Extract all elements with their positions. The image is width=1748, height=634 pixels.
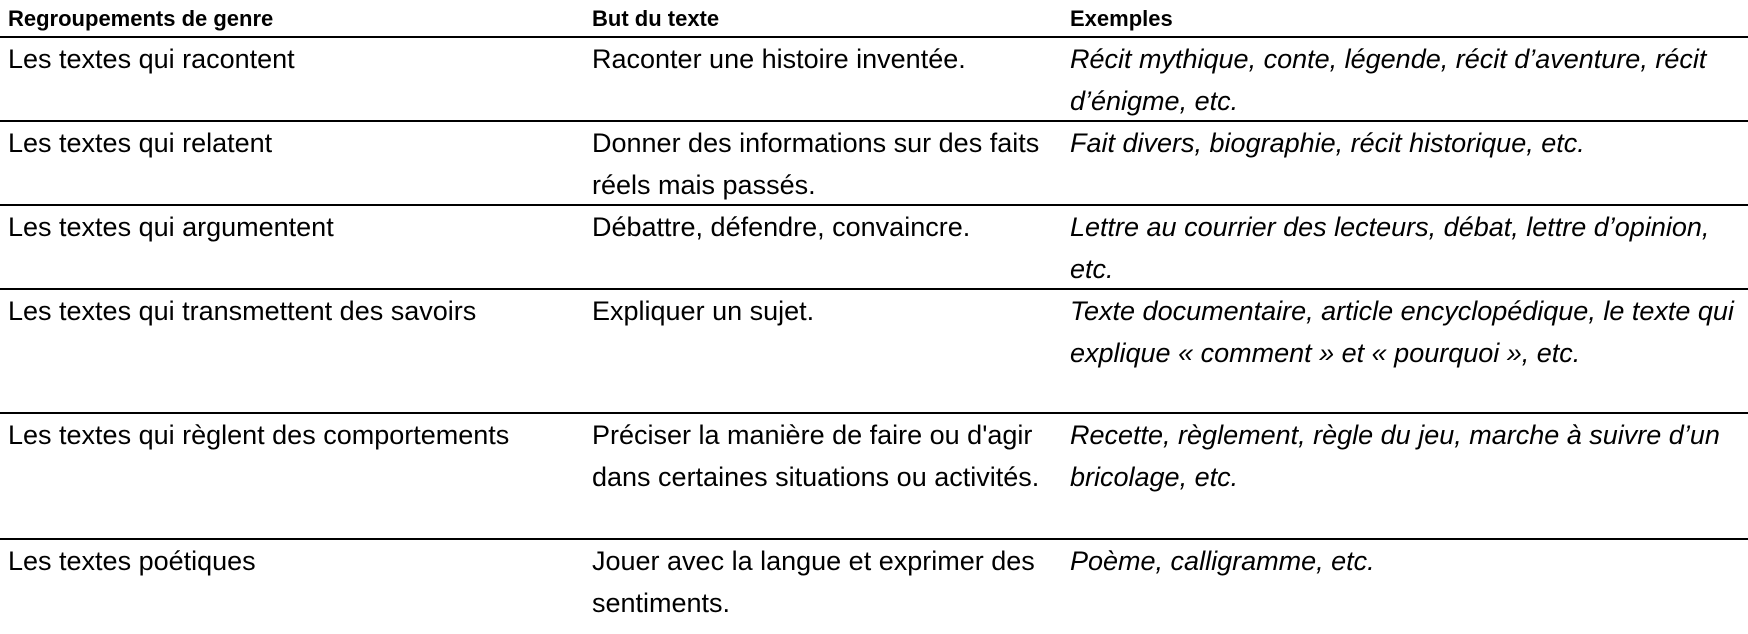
genre-cell: Les textes qui règlent des comportements [8,420,510,450]
table-row [0,414,1748,540]
purpose-cell: Expliquer un sujet. [592,296,815,326]
purpose-cell: Raconter une histoire inventée. [592,44,966,74]
genre-cell: Les textes qui racontent [8,44,295,74]
table-header-row [0,0,1748,38]
table-row [0,540,1748,632]
table-row [0,122,1748,206]
examples-cell: Texte documentaire, article encyclopédique, le texte qui explique « comment » et « pourquoi », etc. [1070,296,1734,368]
header-genre: Regroupements de genre [8,6,274,31]
table-row [0,290,1748,414]
table-row [0,206,1748,290]
purpose-cell: Débattre, défendre, convaincre. [592,212,971,242]
purpose-cell: Donner des informations sur des faits réels mais passés. [592,128,1040,200]
genre-cell: Les textes qui relatent [8,128,273,158]
genre-cell: Les textes poétiques [8,546,256,576]
examples-cell: Fait divers, biographie, récit historique, etc. [1070,128,1585,158]
purpose-cell: Préciser la manière de faire ou d'agir dans certaines situations ou activités. [592,420,1040,492]
examples-cell: Recette, règlement, règle du jeu, marche à suivre d’un bricolage, etc. [1070,420,1720,492]
genre-cell: Les textes qui argumentent [8,212,334,242]
header-examples: Exemples [1070,6,1173,31]
examples-cell: Récit mythique, conte, légende, récit d’aventure, récit d’énigme, etc. [1070,44,1707,116]
genre-cell: Les textes qui transmettent des savoirs [8,296,477,326]
header-purpose: But du texte [592,6,720,31]
table-row [0,38,1748,122]
purpose-cell: Jouer avec la langue et exprimer des sentiments. [592,546,1035,618]
examples-cell: Poème, calligramme, etc. [1070,546,1375,576]
examples-cell: Lettre au courrier des lecteurs, débat, lettre d’opinion, etc. [1070,212,1710,284]
